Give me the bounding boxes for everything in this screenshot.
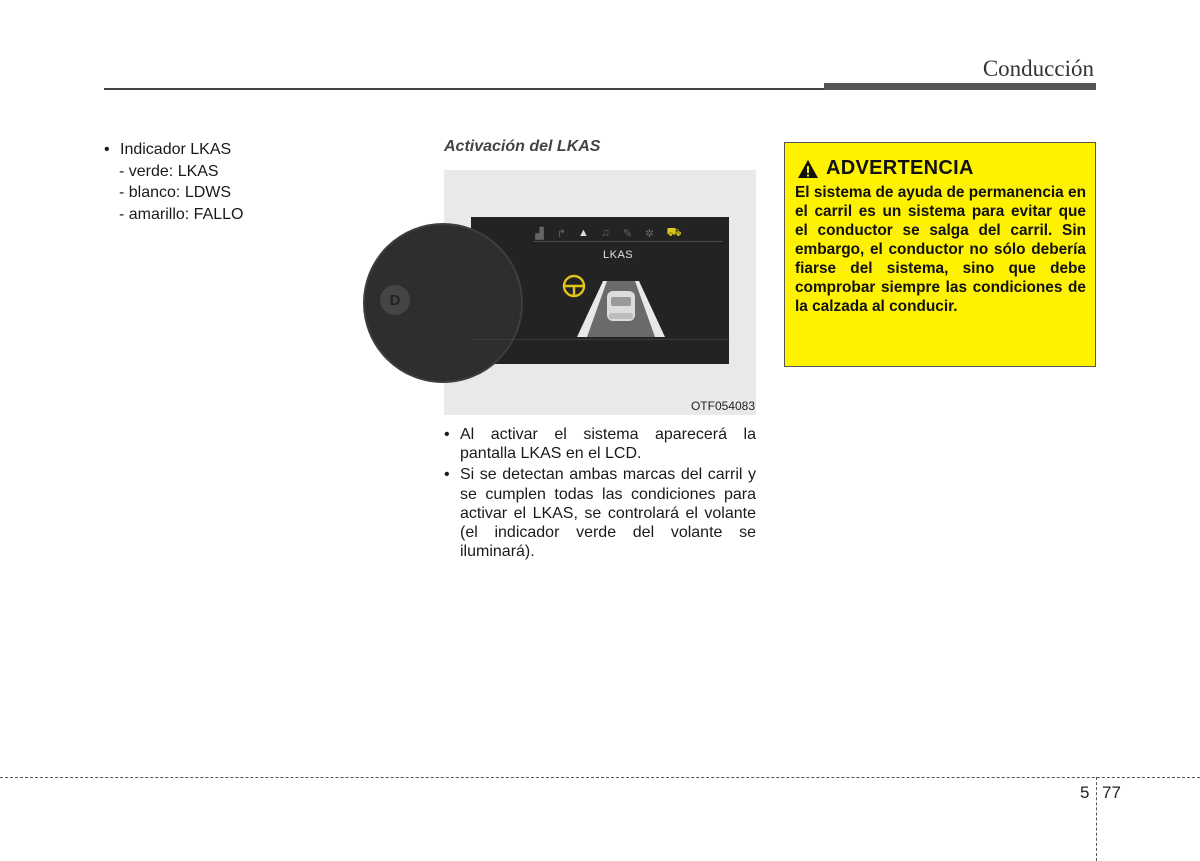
seat-icon: ▟	[535, 227, 544, 240]
footer-vertical-divider	[1096, 777, 1097, 861]
indicator-list-title-row	[104, 139, 243, 161]
list-item-text: Si se detectan ambas marcas del carril y se cumplen todas las condiciones para activar el LKAS, se controlará el volante (el indicador verde del volante se iluminará).	[460, 466, 756, 561]
lane-road-graphic	[571, 279, 671, 339]
warning-triangle-icon	[797, 159, 819, 179]
list-item	[444, 465, 756, 561]
indicator-item: - blanco: LDWS	[119, 184, 232, 201]
bullet: •	[444, 466, 450, 484]
warning-box	[784, 142, 1096, 367]
navigation-icon: ↱	[556, 227, 567, 240]
lcd-display	[389, 217, 729, 364]
settings-gear-icon: ✲	[644, 227, 655, 240]
page-number: 77	[1102, 783, 1121, 802]
indicator-list-title: Indicador LKAS	[120, 141, 232, 158]
lcd-menu-icons	[533, 225, 683, 241]
indicator-list	[104, 139, 243, 225]
lkas-figure	[389, 170, 756, 415]
wrench-icon: ✎	[622, 227, 633, 240]
lcd-title: LKAS	[603, 249, 634, 261]
list-item-text: Al activar el sistema aparecerá la pantalla LKAS en el LCD.	[460, 426, 756, 463]
header-rule-accent	[824, 83, 1096, 90]
indicator-item: - verde: LKAS	[119, 162, 219, 180]
car-icon	[607, 291, 635, 321]
section-heading: Activación del LKAS	[444, 138, 601, 155]
section-title: Conducción	[982, 56, 1094, 81]
road-icon: ▲	[578, 227, 589, 239]
music-icon: ♫	[601, 227, 610, 239]
lcd-bottom-divider	[471, 339, 729, 340]
lkas-icon: ⛟	[666, 225, 682, 239]
activation-bullets	[444, 425, 756, 563]
indicator-item: - amarillo: FALLO	[119, 205, 244, 223]
gear-dial	[363, 223, 523, 383]
warning-header	[797, 157, 974, 180]
warning-title: ADVERTENCIA	[826, 157, 974, 179]
list-item	[444, 425, 756, 463]
header-rule	[104, 88, 824, 90]
figure-code: OTF054083	[690, 399, 755, 413]
bullet: •	[104, 141, 110, 158]
warning-text: El sistema de ayuda de permanencia en el carril es un sistema para evitar que el conductor se salga del carril. Sin embargo, el conductor no sólo debería fiarse del sistema, sino que debe comprobar siempre las condiciones de la calzada al conducir.	[795, 184, 1086, 315]
chapter-number: 5	[1080, 783, 1090, 802]
menu-divider	[533, 241, 723, 242]
gear-label: D	[380, 285, 410, 315]
footer-divider	[0, 777, 1200, 778]
bullet: •	[444, 426, 450, 443]
